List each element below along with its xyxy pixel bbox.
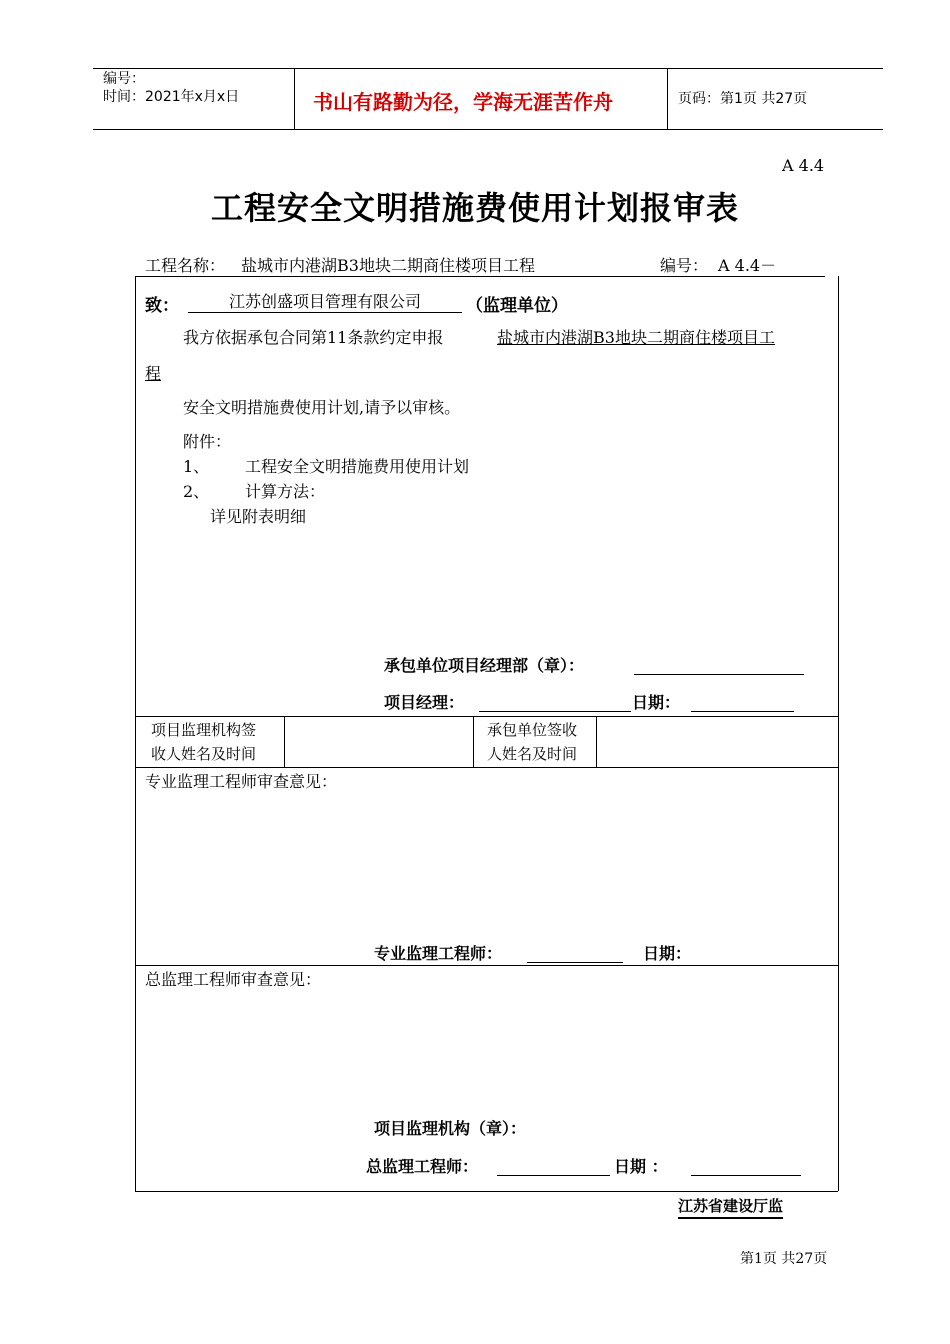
pm-blank (479, 711, 631, 712)
attach-label: 附件： (183, 432, 232, 451)
body-line1-project: 盐城市内港湖B3地块二期商住楼项目工 (497, 328, 775, 347)
header-page-code: 页码：第1页 共27页 (678, 91, 808, 107)
serial-value: A 4.4－ (718, 256, 777, 275)
chief-date-blank (691, 1175, 801, 1176)
table-left-border (135, 276, 136, 1191)
table-right-border (838, 276, 839, 1191)
col-divider (284, 716, 285, 767)
attach-2-num: 2、 (183, 482, 210, 501)
header-number-label: 编号： (103, 71, 145, 87)
header-divider (294, 68, 295, 130)
col-divider (596, 716, 597, 767)
project-label: 工程名称： (145, 256, 226, 275)
engineer-opinion-label: 专业监理工程师审查意见： (145, 772, 338, 791)
header-bottom-rule (93, 129, 883, 130)
attach-detail: 详见附表明细 (210, 507, 307, 526)
body-line2-project: 程 (145, 364, 162, 383)
sup-receive-line2: 收人姓名及时间 (151, 745, 257, 763)
engineer-date-label: 日期： (643, 944, 692, 963)
pm-date-blank (691, 711, 794, 712)
con-receive-line1: 承包单位签收 (487, 721, 578, 739)
footer-page-number: 第1页 共27页 (740, 1251, 828, 1267)
contractor-dept-blank (634, 674, 804, 675)
attach-2-text: 计算方法： (245, 482, 326, 501)
issuer-label: 江苏省建设厅监 (678, 1195, 783, 1219)
header-top-rule (93, 68, 883, 69)
to-label: 致： (145, 296, 179, 316)
chief-sign-blank (497, 1175, 610, 1176)
project-name: 盐城市内港湖B3地块二期商住楼项目工程 (241, 256, 535, 275)
form-code: A 4.4 (782, 156, 825, 175)
project-underline (135, 276, 825, 277)
attach-1-text: 工程安全文明措施费用使用计划 (245, 457, 470, 476)
chief-opinion-label: 总监理工程师审查意见： (145, 970, 322, 989)
pm-date-label: 日期： (632, 693, 681, 712)
contractor-dept-label: 承包单位项目经理部（章）： (384, 656, 585, 675)
to-suffix: （监理单位） (466, 296, 568, 316)
pm-label: 项目经理： (384, 693, 465, 712)
engineer-sign-label: 专业监理工程师： (374, 944, 503, 963)
page-title: 工程安全文明措施费使用计划报审表 (210, 189, 739, 227)
serial-label: 编号： (660, 256, 709, 275)
chief-date-label: 日期 ： (614, 1157, 668, 1176)
row-divider (135, 965, 838, 966)
header-time-label: 时间：2021年x月x日 (103, 89, 240, 105)
to-unit: 江苏创盛项目管理有限公司 (188, 292, 462, 313)
body-line1-prefix: 我方依据承包合同第11条款约定申报 (183, 328, 444, 347)
col-divider (473, 716, 474, 767)
attach-1-num: 1、 (183, 457, 210, 476)
table-bottom-border (135, 1191, 838, 1192)
engineer-sign-blank (527, 962, 623, 963)
con-receive-line2: 人姓名及时间 (487, 745, 578, 763)
body-line3: 安全文明措施费使用计划,请予以审核。 (183, 398, 461, 417)
chief-sign-label: 总监理工程师： (366, 1157, 479, 1176)
header-divider (667, 68, 668, 130)
sup-org-seal-label: 项目监理机构（章）： (374, 1119, 527, 1138)
row-divider (135, 716, 838, 717)
row-divider (135, 767, 838, 768)
header-motto: 书山有路勤为径，学海无涯苦作舟 (313, 90, 613, 114)
sup-receive-line1: 项目监理机构签 (151, 721, 257, 739)
